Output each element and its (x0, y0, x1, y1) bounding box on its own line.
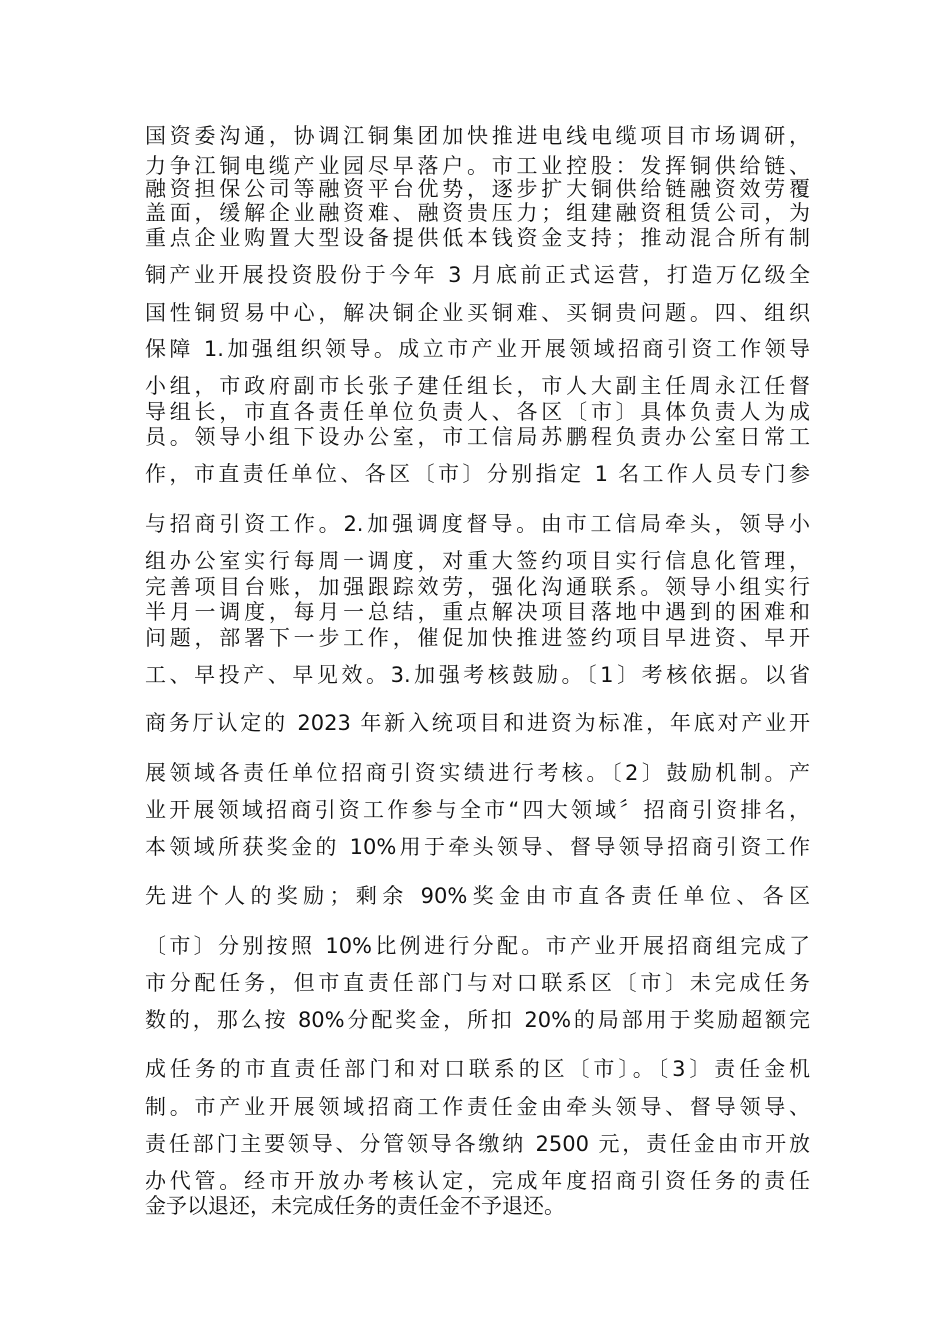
text-line: 导组长，市直各责任单位负责人、各区〔市〕具体负责人为成 (145, 400, 810, 424)
text-line: 展领域各责任单位招商引资实绩进行考核。〔2〕鼓励机制。产 (145, 761, 810, 785)
text-line: 工、早投产、早见效。3.加强考核鼓励。〔1〕考核依据。以省 (145, 663, 810, 687)
text-line: 商务厅认定的 2023 年新入统项目和进资为标准，年底对产业开 (145, 711, 810, 735)
text-line: 力争江铜电缆产业园尽早落户。市工业控股：发挥铜供给链、 (145, 154, 810, 178)
text-line: 半月一调度，每月一总结，重点解决项目落地中遇到的困难和 (145, 600, 810, 624)
text-line: 市分配任务，但市直责任部门与对口联系区〔市〕未完成任务 (145, 971, 810, 995)
text-line: 〔市〕分别按照 10%比例进行分配。市产业开展招商组完成了 (145, 934, 810, 958)
text-line: 铜产业开展投资股份于今年 3 月底前正式运营，打造万亿级全 (145, 263, 810, 287)
text-line: 办代管。经市开放办考核认定，完成年度招商引资任务的责任 (145, 1169, 810, 1193)
text-line: 制。市产业开展领域招商工作责任金由牵头领导、督导领导、 (145, 1095, 810, 1119)
text-line: 国资委沟通，协调江铜集团加快推进电线电缆项目市场调研， (145, 124, 810, 148)
text-line: 保障 1.加强组织领导。成立市产业开展领域招商引资工作领导 (145, 337, 810, 361)
text-line: 完善项目台账，加强跟踪效劳，强化沟通联系。领导小组实行 (145, 575, 810, 599)
text-line: 与招商引资工作。2.加强调度督导。由市工信局牵头，领导小 (145, 512, 810, 536)
text-line: 责任部门主要领导、分管领导各缴纳 2500 元，责任金由市开放 (145, 1132, 810, 1156)
text-line: 盖面，缓解企业融资难、融资贵压力；组建融资租赁公司，为 (145, 201, 810, 225)
text-line: 数的，那么按 80%分配奖金，所扣 20%的局部用于奖励超额完 (145, 1008, 810, 1032)
text-line: 本领域所获奖金的 10%用于牵头领导、督导领导招商引资工作 (145, 835, 810, 859)
text-line: 金予以退还，未完成任务的责任金不予退还。 (145, 1194, 565, 1218)
text-line: 成任务的市直责任部门和对口联系的区〔市〕。〔3〕责任金机 (145, 1057, 810, 1081)
text-line: 问题，部署下一步工作，催促加快推进签约项目早进资、早开 (145, 626, 810, 650)
text-line: 作，市直责任单位、各区〔市〕分别指定 1 名工作人员专门参 (145, 462, 810, 486)
text-line: 国性铜贸易中心，解决铜企业买铜难、买铜贵问题。四、组织 (145, 301, 810, 325)
text-line: 小组，市政府副市长张子建任组长，市人大副主任周永江任督 (145, 374, 810, 398)
text-line: 先进个人的奖励；剩余 90%奖金由市直各责任单位、各区 (145, 884, 810, 908)
text-line: 组办公室实行每周一调度，对重大签约项目实行信息化管理， (145, 549, 810, 573)
text-line: 业开展领域招商引资工作参与全市“四大领域〞招商引资排名， (145, 798, 810, 822)
text-line: 员。领导小组下设办公室，市工信局苏鹏程负责办公室日常工 (145, 425, 810, 449)
text-line: 融资担保公司等融资平台优势，逐步扩大铜供给链融资效劳覆 (145, 177, 810, 201)
text-line: 重点企业购置大型设备提供低本钱资金支持；推动混合所有制 (145, 226, 810, 250)
